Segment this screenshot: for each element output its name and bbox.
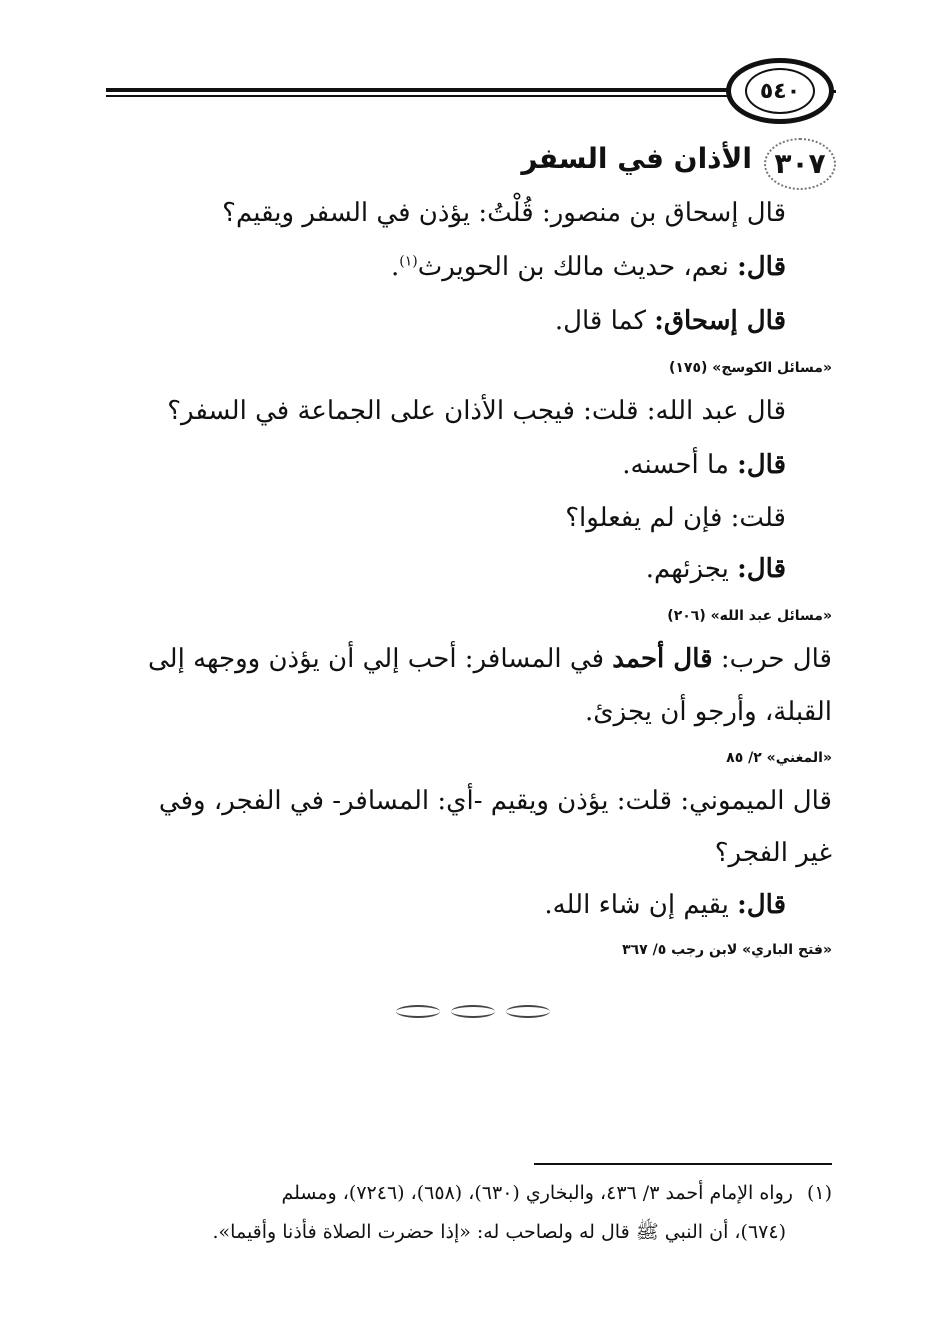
entry-3-line-2 (104, 697, 832, 727)
header-rule-thin (106, 95, 730, 97)
entry-1-line-1-text: قال إسحاق بن منصور: قُلْتُ: يؤذن في السفر ويقيم؟ (222, 198, 786, 228)
ornament-knot (506, 1005, 550, 1018)
entry-1-line-2-label: قال: (737, 252, 786, 282)
entry-2-line-2-label: قال: (737, 450, 786, 480)
entry-3-line-1-prefix: قال حرب: (712, 644, 832, 674)
entry-4-line-3 (104, 890, 786, 920)
entry-2-line-3-text: قلت: فإن لم يفعلوا؟ (565, 503, 786, 533)
ornament-knot (451, 1005, 495, 1018)
section-title: الأذان في السفر (521, 142, 752, 175)
footnote-reference: (١) (399, 253, 418, 270)
entry-4-line-2-text: غير الفجر؟ (714, 838, 832, 868)
footnote-line-1-text: رواه الإمام أحمد ٣/ ٤٣٦، والبخاري (٦٣٠)، (٦٥٨)، (٧٢٤٦)، ومسلم (281, 1182, 793, 1204)
footnote-separator (534, 1163, 832, 1165)
entry-4-line-1-text: قال الميموني: قلت: يؤذن ويقيم -أي: المسافر- في الفجر، وفي (158, 786, 832, 816)
footnote-line-1 (104, 1182, 832, 1204)
entry-4-line-2 (104, 838, 832, 868)
entry-1-line-2-text: نعم، حديث مالك بن الحويرث (417, 252, 738, 282)
section-number: ٣٠٧ (774, 147, 826, 180)
entry-1-line-3-text: كما قال. (554, 306, 655, 336)
entry-3-line-2-text: القبلة، وأرجو أن يجزئ. (584, 697, 832, 727)
ornament-knot (396, 1005, 440, 1018)
page-number-badge (726, 58, 834, 124)
entry-2-line-2 (104, 450, 786, 480)
entry-2-line-4 (104, 554, 786, 584)
entry-1-line-2-tail: . (391, 252, 400, 282)
entry-4-line-3-label: قال: (737, 890, 786, 920)
entry-3-line-1-label: قال أحمد (612, 644, 713, 674)
entry-1-line-3 (104, 306, 786, 336)
ornament-divider (396, 1004, 550, 1018)
entry-4-source: «فتح الباري» لابن رجب ٥/ ٣٦٧ (622, 942, 832, 958)
entry-4-line-1 (104, 786, 832, 816)
entry-4-line-3-text: يقيم إن شاء الله. (544, 890, 738, 920)
entry-1-line-3-label: قال إسحاق: (654, 306, 786, 336)
footnote-line-2 (104, 1220, 786, 1248)
entry-3-source: «المغني» ٢/ ٨٥ (726, 750, 832, 766)
footnote-marker: (١) (806, 1182, 832, 1204)
entry-2-line-4-text: يجزئهم. (645, 554, 738, 584)
entry-2-line-3 (104, 503, 786, 533)
entry-2-line-4-label: قال: (737, 554, 786, 584)
header-rule-thick (106, 88, 730, 92)
entry-1-source: «مسائل الكوسج» (١٧٥) (668, 360, 832, 376)
entry-1-line-2 (104, 252, 786, 282)
entry-3-line-1-text: في المسافر: أحب إلي أن يؤذن ووجهه إلى (148, 644, 613, 674)
entry-2-source: «مسائل عبد الله» (٢٠٦) (667, 608, 832, 624)
entry-2-line-1-text: قال عبد الله: قلت: فيجب الأذان على الجماعة في السفر؟ (167, 396, 786, 426)
entry-2-line-2-text: ما أحسنه. (622, 450, 738, 480)
footnote-line-2-text: (٦٧٤)، أن النبي ﷺ قال له ولصاحب له: «إذا حضرت الصلاة فأذنا وأقيما». (212, 1221, 786, 1243)
page-number: ٥٤٠ (745, 68, 815, 114)
entry-1-line-1 (104, 198, 786, 228)
entry-3-line-1 (104, 644, 832, 674)
entry-2-line-1 (104, 396, 786, 426)
